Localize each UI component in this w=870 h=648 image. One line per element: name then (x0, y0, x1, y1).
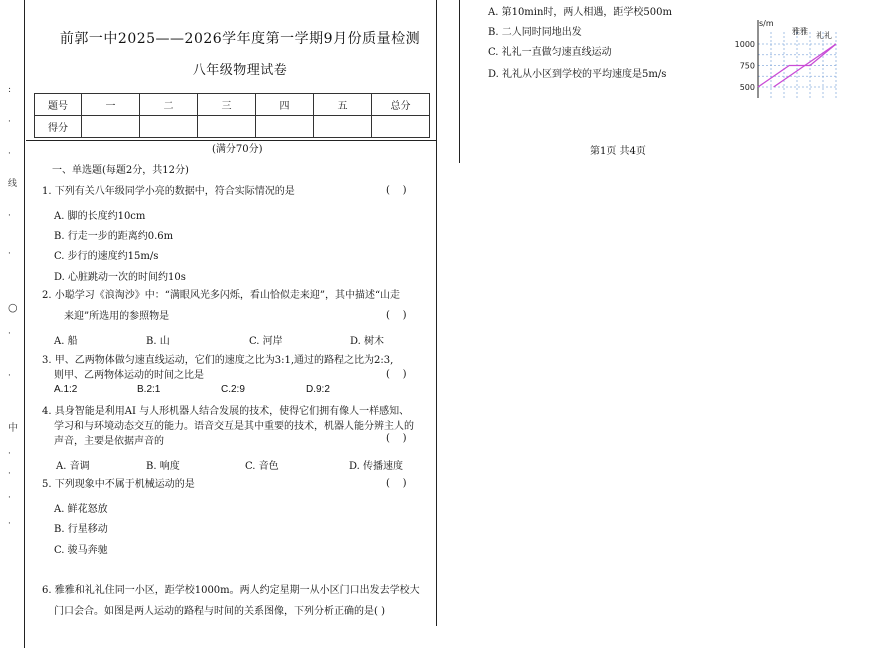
question-4-line1: 4. 具身智能是利用AI 与人形机器人结合发展的技术，使得它们拥有像人一样感知、 (42, 406, 410, 417)
score-table-header: 五 (314, 94, 372, 116)
binding-line (24, 0, 25, 648)
question-2-option-d[interactable]: D. 树木 (350, 336, 385, 347)
question-3-line1: 3. 甲、乙两物体做匀速直线运动，它们的速度之比为3:1,通过的路程之比为2:3, (42, 355, 394, 366)
answer-blank-3[interactable]: ( ) (386, 369, 407, 380)
question-4-line2: 学习和与环境动态交互的能力。语音交互是其中重要的技术，机器人能分辨主人的 (54, 421, 414, 432)
question-4-option-d[interactable]: D. 传播速度 (349, 461, 404, 472)
question-4-option-c[interactable]: C. 音色 (245, 461, 279, 472)
binding-char: : (8, 85, 12, 95)
score-table-header: 总分 (372, 94, 430, 116)
y-tick-label: 500 (739, 83, 755, 92)
binding-char: 中 (8, 423, 18, 434)
binding-char: ○ (8, 301, 18, 314)
page-footer: 第1页 共4页 (590, 146, 646, 157)
score-table-header: 题号 (35, 94, 82, 116)
score-divider-line (26, 140, 436, 141)
question-3-option-a[interactable]: A.1:2 (54, 384, 78, 395)
binding-char: · (8, 493, 11, 503)
left-column-border (436, 0, 437, 626)
full-score-note: (满分70分) (212, 144, 263, 155)
score-table-header: 一 (82, 94, 140, 116)
question-2-option-a[interactable]: A. 船 (54, 336, 78, 347)
binding-char: · (8, 117, 11, 127)
question-4-line3: 声音，主要是依据声音的 (54, 436, 164, 447)
exam-title: 前郭一中2025——2026学年度第一学期9月份质量检测 (59, 31, 421, 47)
question-2-option-b[interactable]: B. 山 (146, 336, 170, 347)
score-cell[interactable] (372, 116, 430, 138)
question-3-option-c[interactable]: C.2:9 (221, 384, 245, 395)
question-3-option-b[interactable]: B.2:1 (137, 384, 161, 395)
question-6-line1: 6. 雅雅和礼礼住同一小区，距学校1000m。两人约定星期一从小区门口出发去学校大 (42, 585, 420, 596)
binding-char: · (8, 329, 11, 339)
score-table (34, 93, 430, 138)
answer-blank-4[interactable]: ( ) (386, 433, 407, 444)
distance-time-chart (734, 14, 838, 104)
question-6-option-a[interactable]: A. 第10min时，两人相遇，距学校500m (488, 7, 672, 18)
question-5-option-a[interactable]: A. 鲜花怒放 (54, 504, 108, 515)
series-label: 礼礼 (816, 31, 832, 40)
question-4-option-b[interactable]: B. 响度 (146, 461, 180, 472)
section-heading: 一、单选题(每题2分，共12分) (52, 165, 189, 176)
question-1-option-d[interactable]: D. 心脏跳动一次的时间约10s (54, 272, 186, 283)
binding-char: 线 (8, 179, 18, 189)
question-6-line2: 门口会合。如图是两人运动的路程与时间的关系图像，下列分析正确的是( ) (54, 606, 385, 617)
question-6-option-d[interactable]: D. 礼礼从小区到学校的平均速度是5m/s (488, 69, 667, 80)
chart-legend (792, 26, 832, 40)
score-table-row-label: 得分 (35, 116, 82, 138)
question-1-option-a[interactable]: A. 脚的长度约10cm (54, 211, 146, 222)
question-5-option-c[interactable]: C. 骏马奔驰 (54, 545, 108, 556)
chart-tick-labels (735, 40, 755, 92)
question-3-line2: 则甲、乙两物体运动的时间之比是 (54, 370, 204, 381)
y-tick-label: 750 (739, 61, 755, 71)
binding-char: · (8, 519, 11, 529)
score-cell[interactable] (256, 116, 314, 138)
binding-char: · (8, 449, 11, 459)
question-6-option-b[interactable]: B. 二人同时同地出发 (488, 27, 582, 38)
question-4-option-a[interactable]: A. 音调 (56, 461, 90, 472)
right-column-border (459, 0, 460, 163)
binding-char: · (8, 211, 11, 221)
score-table-header: 四 (256, 94, 314, 116)
binding-char: · (8, 249, 11, 259)
score-cell[interactable] (82, 116, 140, 138)
y-axis-label: s/m (759, 19, 774, 28)
question-1-option-c[interactable]: C. 步行的速度约15m/s (54, 251, 159, 262)
question-2-line1: 2. 小聪学习《浪淘沙》中：“满眼风光多闪烁，看山恰似走来迎”，其中描述“山走 (42, 290, 401, 301)
answer-blank-5[interactable]: ( ) (386, 478, 407, 489)
score-cell[interactable] (198, 116, 256, 138)
score-cell[interactable] (140, 116, 198, 138)
binding-char: · (8, 371, 11, 381)
question-2-option-c[interactable]: C. 河岸 (249, 336, 283, 347)
question-5-stem: 5. 下列现象中不属于机械运动的是 (42, 479, 195, 490)
question-5-option-b[interactable]: B. 行星移动 (54, 524, 108, 535)
question-2-line2: 来迎”所选用的参照物是 (64, 311, 170, 322)
binding-char: · (8, 469, 11, 479)
score-table-header: 三 (198, 94, 256, 116)
score-table-header-row (35, 94, 430, 116)
series-label: 雅雅 (792, 27, 808, 36)
exam-subtitle: 八年级物理试卷 (192, 63, 288, 78)
question-3-option-d[interactable]: D.9:2 (306, 384, 330, 395)
score-table-header: 二 (140, 94, 198, 116)
binding-char: · (8, 149, 11, 159)
score-cell[interactable] (314, 116, 372, 138)
score-table-score-row (35, 116, 430, 138)
question-1-option-b[interactable]: B. 行走一步的距离约0.6m (54, 231, 174, 242)
answer-blank-1[interactable]: ( ) (386, 185, 407, 196)
y-tick-label: 1000 (734, 40, 755, 49)
question-6-option-c[interactable]: C. 礼礼一直做匀速直线运动 (488, 47, 612, 58)
answer-blank-2[interactable]: ( ) (386, 310, 407, 321)
question-1-stem: 1. 下列有关八年级同学小亮的数据中，符合实际情况的是 (42, 186, 295, 197)
